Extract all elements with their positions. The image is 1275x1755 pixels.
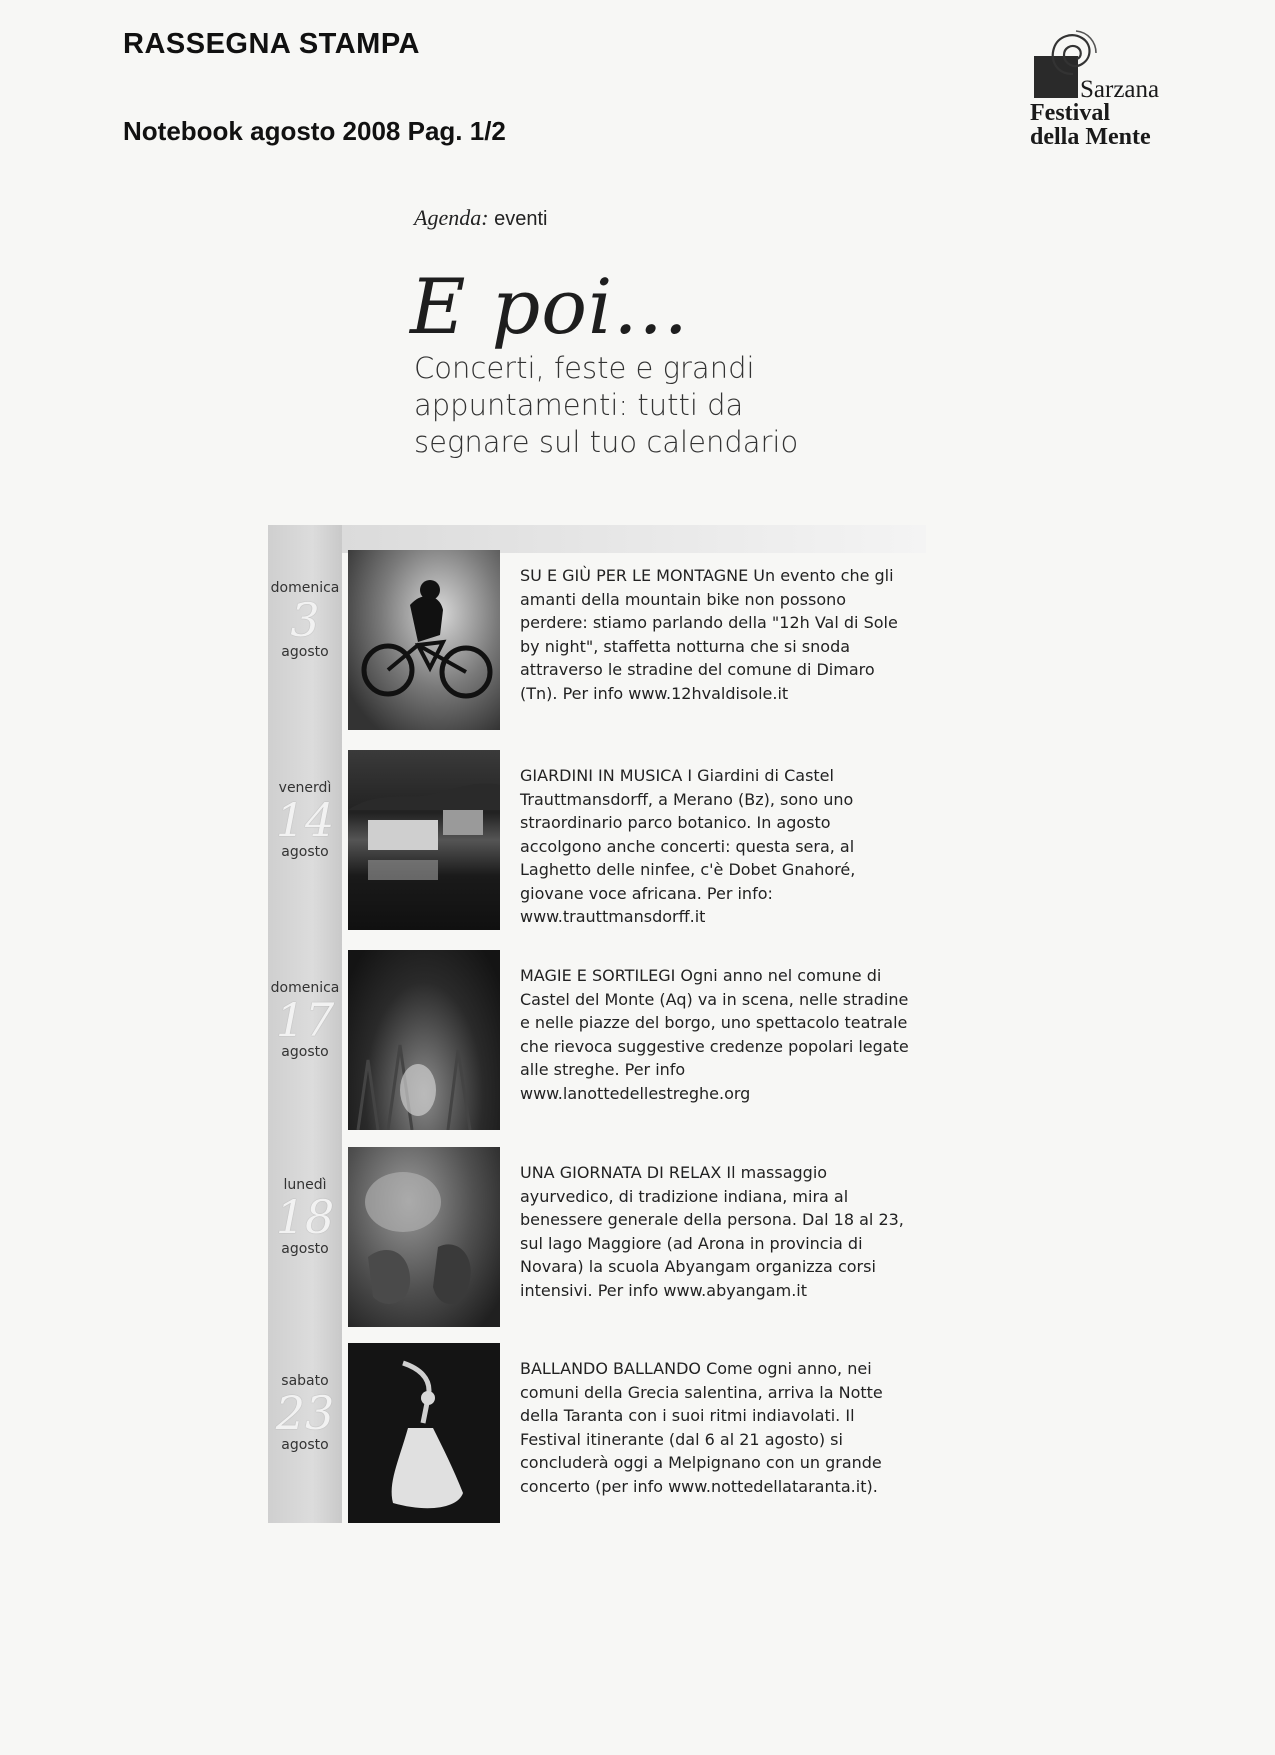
event-title: MAGIE E SORTILEGI <box>520 966 676 985</box>
event-body: Il massaggio ayurvedico, di tradizione indiana, mira al benessere generale della persona. Dal 18 al 23, sul lago Maggiore (ad Arona in provincia di Novara) la scuola Abyangam organizza corsi intensivi. Per info www.abyangam.it <box>520 1163 904 1300</box>
event-day: 3 <box>290 593 320 647</box>
event-weekday: domenica <box>270 580 340 596</box>
event-month: agosto <box>281 1241 329 1257</box>
article-top-bar <box>276 525 926 553</box>
castle-lake-photo <box>348 750 500 930</box>
event-title: BALLANDO BALLANDO <box>520 1359 701 1378</box>
event-date <box>262 1373 348 1453</box>
article-kicker <box>414 205 547 231</box>
massage-photo <box>348 1147 500 1327</box>
logo-swirl-icon <box>1046 26 1100 80</box>
page-header-title: RASSEGNA STAMPA <box>123 28 420 60</box>
event-item <box>268 950 928 1130</box>
event-description <box>520 1357 915 1498</box>
event-body: Un evento che gli amanti della mountain bike non possono perdere: stiamo parlando della "12h Val di Sole by night", staffetta notturna che si snoda attraverso le stradine del comune di Dimaro (Tn). Per info www.12hvaldisole.it <box>520 566 898 703</box>
page-header-subtitle: Notebook agosto 2008 Pag. 1/2 <box>123 116 506 146</box>
event-weekday: lunedì <box>283 1177 327 1193</box>
event-item <box>268 750 928 930</box>
event-body: I Giardini di Castel Trauttmansdorff, a Merano (Bz), sono uno straordinario parco botanico. In agosto accolgono anche concerti: questa sera, al Laghetto delle ninfee, c'è Dobet Gnahoré, giovane voce africana. Per info: www.trauttmansdorff.it <box>520 766 856 926</box>
event-date <box>262 980 348 1060</box>
event-title: UNA GIORNATA DI RELAX <box>520 1163 722 1182</box>
event-description <box>520 564 915 705</box>
event-weekday: domenica <box>270 980 340 996</box>
kicker-agenda: Agenda: <box>414 205 489 230</box>
event-day: 14 <box>275 793 335 847</box>
night-theatre-photo <box>348 950 500 1130</box>
event-month: agosto <box>281 644 329 660</box>
article-deck: Concerti, feste e grandi appuntamenti: tutti da segnare sul tuo calendario <box>414 351 799 459</box>
article-headline: E poi... <box>410 262 689 351</box>
event-date <box>262 780 348 860</box>
mountain-bike-photo <box>348 550 500 730</box>
logo-line-festival: Festival <box>1030 100 1110 126</box>
event-description <box>520 964 915 1105</box>
event-weekday: sabato <box>281 1373 329 1389</box>
event-month: agosto <box>281 1044 329 1060</box>
festival-logo <box>1028 26 1178 156</box>
event-item <box>268 1147 928 1327</box>
event-title: GIARDINI IN MUSICA <box>520 766 683 785</box>
event-title: SU E GIÙ PER LE MONTAGNE <box>520 566 749 585</box>
event-month: agosto <box>281 1437 329 1453</box>
event-description <box>520 764 915 929</box>
event-day: 23 <box>275 1386 335 1440</box>
event-item <box>268 550 928 730</box>
event-date <box>262 580 348 660</box>
event-body: Come ogni anno, nei comuni della Grecia salentina, arriva la Notte della Taranta con i suoi ritmi indiavolati. Il Festival itinerante (dal 6 al 21 agosto) si concluderà oggi a Melpignano con un grande concerto (per info www.nottedellataranta.it). <box>520 1359 883 1496</box>
logo-line-sarzana: Sarzana <box>1080 76 1160 103</box>
event-month: agosto <box>281 844 329 860</box>
event-body: Ogni anno nel comune di Castel del Monte (Aq) va in scena, nelle stradine e nelle piazze del borgo, uno spettacolo teatrale che rievoca suggestive credenze popolari legate alle streghe. Per info www.lanottedellestreghe.org <box>520 966 909 1103</box>
dancer-photo <box>348 1343 500 1523</box>
event-date <box>262 1177 348 1257</box>
event-item <box>268 1343 928 1523</box>
event-day: 18 <box>275 1190 335 1244</box>
logo-line-della-mente: della Mente <box>1030 124 1151 150</box>
kicker-eventi: eventi <box>494 208 548 230</box>
event-day: 17 <box>275 993 335 1047</box>
event-weekday: venerdì <box>278 780 332 796</box>
event-description <box>520 1161 915 1302</box>
events-column <box>268 525 928 1523</box>
